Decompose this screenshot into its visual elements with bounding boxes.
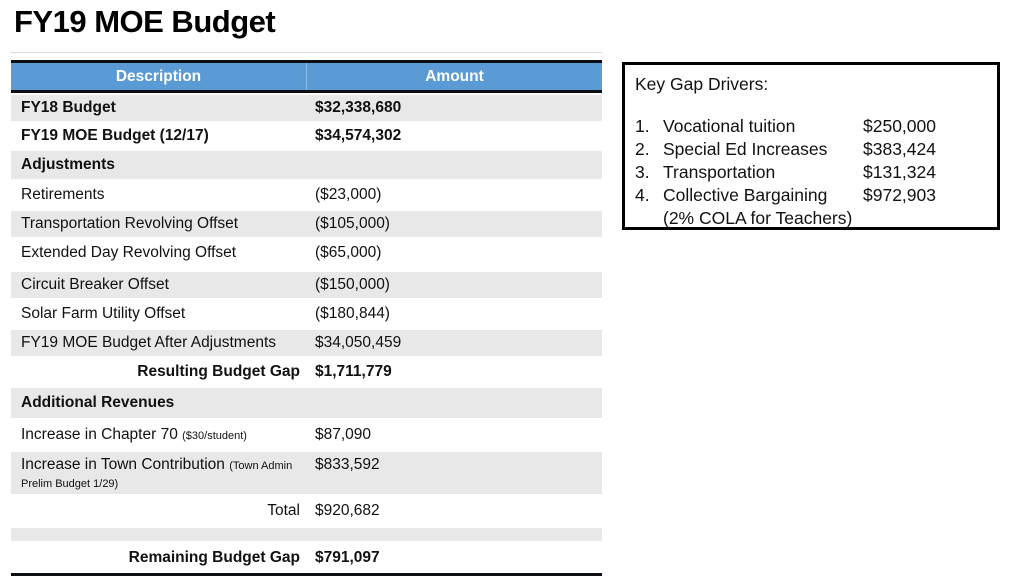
gap-driver-item (635, 161, 987, 184)
amount-cell: $34,574,302 (315, 126, 402, 144)
gap-driver-number: 3. (635, 162, 650, 182)
table-row (11, 543, 602, 576)
description-cell: Extended Day Revolving Offset (21, 243, 237, 261)
gap-driver-label: Collective Bargaining (663, 185, 828, 205)
description-note: ($30/student) (182, 429, 247, 442)
description-cell: Additional Revenues (21, 393, 175, 411)
key-gap-drivers-box (622, 62, 1000, 230)
gap-driver-amount: $972,903 (863, 185, 936, 205)
table-row (11, 358, 602, 386)
amount-cell: $1,711,779 (315, 362, 392, 380)
page-title: FY19 MOE Budget (14, 4, 276, 39)
table-row (11, 181, 602, 209)
key-gap-drivers-title: Key Gap Drivers: (635, 74, 769, 94)
gap-driver-number: 4. (635, 185, 650, 205)
amount-cell: ($65,000) (315, 243, 382, 261)
table-row (11, 452, 602, 494)
amount-cell: $920,682 (315, 501, 380, 519)
table-row (11, 330, 602, 356)
description-cell (11, 456, 307, 493)
gap-driver-number: 2. (635, 139, 650, 159)
description-cell: Transportation Revolving Offset (21, 214, 239, 232)
description-note: (Town Admin Prelim Budget 1/29) (21, 460, 293, 491)
gap-driver-number: 1. (635, 116, 650, 136)
gap-driver-label: Special Ed Increases (663, 139, 828, 159)
description-cell: Remaining Budget Gap (128, 548, 300, 566)
gap-driver-note: (2% COLA for Teachers) (663, 208, 853, 228)
gap-driver-label: Transportation (663, 162, 776, 182)
gap-driver-label: Vocational tuition (663, 116, 796, 136)
gap-driver-item (635, 115, 987, 138)
budget-table (11, 60, 602, 576)
amount-cell: ($180,844) (315, 304, 390, 322)
table-row (11, 528, 602, 541)
description-text: Increase in Town Contribution (21, 456, 225, 473)
table-header-row (11, 60, 602, 93)
table-row (11, 300, 602, 328)
description-cell: FY19 MOE Budget (12/17) (21, 126, 209, 144)
description-cell: Adjustments (21, 155, 115, 173)
amount-cell: ($105,000) (315, 214, 390, 232)
table-row (11, 272, 602, 298)
description-cell: FY18 Budget (21, 98, 116, 116)
description-cell: Retirements (21, 185, 105, 203)
description-cell (11, 426, 307, 444)
description-cell: Solar Farm Utility Offset (21, 304, 186, 322)
gap-driver-item (635, 138, 987, 161)
amount-cell: ($23,000) (315, 185, 382, 203)
table-row (11, 211, 602, 237)
amount-cell: ($150,000) (315, 275, 390, 293)
gap-driver-amount: $250,000 (863, 116, 936, 136)
gap-driver-amount: $131,324 (863, 162, 936, 182)
amount-cell: $833,592 (315, 456, 380, 473)
description-cell: Circuit Breaker Offset (21, 275, 169, 293)
table-row (11, 388, 602, 418)
table-row (11, 151, 602, 179)
amount-cell: $32,338,680 (315, 98, 402, 116)
gap-driver-item (635, 184, 987, 207)
description-text: Increase in Chapter 70 (21, 425, 178, 443)
table-row (11, 95, 602, 121)
amount-cell: $791,097 (315, 548, 380, 566)
table-row (11, 239, 602, 267)
amount-cell: $34,050,459 (315, 333, 402, 351)
table-row (11, 123, 602, 149)
description-cell: FY19 MOE Budget After Adjustments (21, 333, 277, 351)
table-row (11, 496, 602, 526)
column-header-amount: Amount (425, 67, 484, 85)
gap-driver-amount: $383,424 (863, 139, 936, 159)
table-row (11, 420, 602, 450)
description-cell: Total (267, 501, 300, 519)
description-cell: Resulting Budget Gap (137, 362, 300, 380)
amount-cell: $87,090 (315, 425, 372, 443)
column-header-description: Description (11, 63, 307, 90)
title-underline (10, 52, 602, 53)
